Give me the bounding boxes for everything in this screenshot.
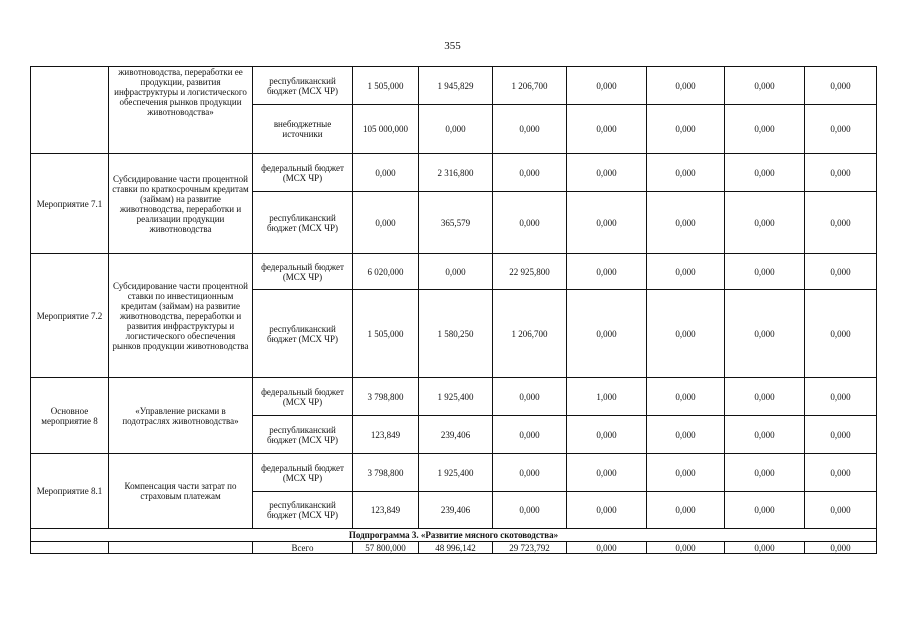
value-cell: 0,000 xyxy=(419,254,493,290)
source-cell: внебюджетные источники xyxy=(253,105,353,154)
value-cell: 0,000 xyxy=(567,416,647,454)
value-cell: 365,579 xyxy=(419,192,493,254)
value-cell: 1 945,829 xyxy=(419,67,493,105)
value-cell: 0,000 xyxy=(725,105,805,154)
value-cell: 0,000 xyxy=(805,192,877,254)
value-cell: 0,000 xyxy=(647,290,725,378)
table-row xyxy=(31,378,877,416)
value-cell: 0,000 xyxy=(567,67,647,105)
value-cell: 123,849 xyxy=(353,416,419,454)
budget-table xyxy=(30,66,877,554)
source-cell: Всего xyxy=(253,542,353,554)
value-cell: 0,000 xyxy=(353,192,419,254)
value-cell: 0,000 xyxy=(805,67,877,105)
value-cell: 0,000 xyxy=(493,492,567,529)
source-cell: республиканский бюджет (МСХ ЧР) xyxy=(253,492,353,529)
value-cell: 0,000 xyxy=(493,105,567,154)
subprogram-title: Подпрограмма 3. «Развитие мясного скотоводства» xyxy=(31,529,877,542)
value-cell: 0,000 xyxy=(725,254,805,290)
value-cell: 6 020,000 xyxy=(353,254,419,290)
value-cell: 0,000 xyxy=(725,454,805,492)
value-cell: 239,406 xyxy=(419,416,493,454)
table-row xyxy=(31,154,877,192)
value-cell: 0,000 xyxy=(647,542,725,554)
source-cell: республиканский бюджет (МСХ ЧР) xyxy=(253,67,353,105)
value-cell: 0,000 xyxy=(805,542,877,554)
value-cell: 0,000 xyxy=(725,192,805,254)
value-cell: 0,000 xyxy=(647,254,725,290)
table-row xyxy=(31,67,877,105)
event-name-cell xyxy=(109,542,253,554)
value-cell: 1 505,000 xyxy=(353,290,419,378)
value-cell: 0,000 xyxy=(419,105,493,154)
table-row xyxy=(31,529,877,542)
value-cell: 0,000 xyxy=(647,378,725,416)
value-cell: 0,000 xyxy=(805,154,877,192)
value-cell: 3 798,800 xyxy=(353,454,419,492)
value-cell: 0,000 xyxy=(647,192,725,254)
source-cell: федеральный бюджет (МСХ ЧР) xyxy=(253,454,353,492)
event-label-cell: Мероприятие 7.2 xyxy=(31,254,109,378)
value-cell: 1 580,250 xyxy=(419,290,493,378)
event-name-cell: Компенсация части затрат по страховым платежам xyxy=(109,454,253,529)
value-cell: 0,000 xyxy=(493,378,567,416)
value-cell: 0,000 xyxy=(493,454,567,492)
value-cell: 0,000 xyxy=(647,67,725,105)
value-cell: 123,849 xyxy=(353,492,419,529)
value-cell: 0,000 xyxy=(805,290,877,378)
value-cell: 0,000 xyxy=(805,105,877,154)
value-cell: 0,000 xyxy=(567,542,647,554)
value-cell: 0,000 xyxy=(567,492,647,529)
value-cell: 48 996,142 xyxy=(419,542,493,554)
value-cell: 0,000 xyxy=(647,492,725,529)
value-cell: 0,000 xyxy=(493,154,567,192)
value-cell: 0,000 xyxy=(805,454,877,492)
event-label-cell: Основное мероприятие 8 xyxy=(31,378,109,454)
value-cell: 0,000 xyxy=(493,192,567,254)
value-cell: 57 800,000 xyxy=(353,542,419,554)
event-name-cell: «Управление рисками в подотраслях животноводства» xyxy=(109,378,253,454)
value-cell: 0,000 xyxy=(567,105,647,154)
source-cell: республиканский бюджет (МСХ ЧР) xyxy=(253,290,353,378)
event-name-cell: Субсидирование части процентной ставки по краткосрочным кредитам (займам) на развитие животноводства, переработки и реализации продукции животноводства xyxy=(109,154,253,254)
value-cell: 0,000 xyxy=(725,154,805,192)
value-cell: 0,000 xyxy=(647,416,725,454)
table-row xyxy=(31,542,877,554)
value-cell: 0,000 xyxy=(567,154,647,192)
event-name-cell: животноводства, переработки ее продукции, развития инфраструктуры и логистического обеспечения рынков продукции животноводства» xyxy=(109,67,253,154)
value-cell: 0,000 xyxy=(567,454,647,492)
table-row xyxy=(31,254,877,290)
value-cell: 2 316,800 xyxy=(419,154,493,192)
value-cell: 0,000 xyxy=(725,542,805,554)
value-cell: 29 723,792 xyxy=(493,542,567,554)
source-cell: федеральный бюджет (МСХ ЧР) xyxy=(253,254,353,290)
value-cell: 1 925,400 xyxy=(419,378,493,416)
source-cell: республиканский бюджет (МСХ ЧР) xyxy=(253,416,353,454)
value-cell: 0,000 xyxy=(567,254,647,290)
value-cell: 1 206,700 xyxy=(493,67,567,105)
value-cell: 0,000 xyxy=(567,192,647,254)
value-cell: 0,000 xyxy=(725,67,805,105)
value-cell: 0,000 xyxy=(725,378,805,416)
value-cell: 1 206,700 xyxy=(493,290,567,378)
source-cell: федеральный бюджет (МСХ ЧР) xyxy=(253,154,353,192)
value-cell: 0,000 xyxy=(647,105,725,154)
value-cell: 0,000 xyxy=(805,492,877,529)
value-cell: 0,000 xyxy=(805,254,877,290)
table-row xyxy=(31,454,877,492)
value-cell: 105 000,000 xyxy=(353,105,419,154)
value-cell: 1 925,400 xyxy=(419,454,493,492)
value-cell: 1 505,000 xyxy=(353,67,419,105)
value-cell: 0,000 xyxy=(493,416,567,454)
value-cell: 22 925,800 xyxy=(493,254,567,290)
value-cell: 3 798,800 xyxy=(353,378,419,416)
event-name-cell: Субсидирование части процентной ставки по инвестиционным кредитам (займам) на развитие животноводства, переработки и развития инфраструктуры и логистического обеспечения рынков продукции животноводства xyxy=(109,254,253,378)
source-cell: федеральный бюджет (МСХ ЧР) xyxy=(253,378,353,416)
event-label-cell xyxy=(31,542,109,554)
value-cell: 1,000 xyxy=(567,378,647,416)
value-cell: 239,406 xyxy=(419,492,493,529)
value-cell: 0,000 xyxy=(567,290,647,378)
value-cell: 0,000 xyxy=(725,416,805,454)
page-number: 355 xyxy=(444,40,461,52)
value-cell: 0,000 xyxy=(647,454,725,492)
event-label-cell xyxy=(31,67,109,154)
value-cell: 0,000 xyxy=(805,378,877,416)
event-label-cell: Мероприятие 7.1 xyxy=(31,154,109,254)
value-cell: 0,000 xyxy=(725,290,805,378)
event-label-cell: Мероприятие 8.1 xyxy=(31,454,109,529)
source-cell: республиканский бюджет (МСХ ЧР) xyxy=(253,192,353,254)
value-cell: 0,000 xyxy=(647,154,725,192)
value-cell: 0,000 xyxy=(725,492,805,529)
value-cell: 0,000 xyxy=(353,154,419,192)
value-cell: 0,000 xyxy=(805,416,877,454)
